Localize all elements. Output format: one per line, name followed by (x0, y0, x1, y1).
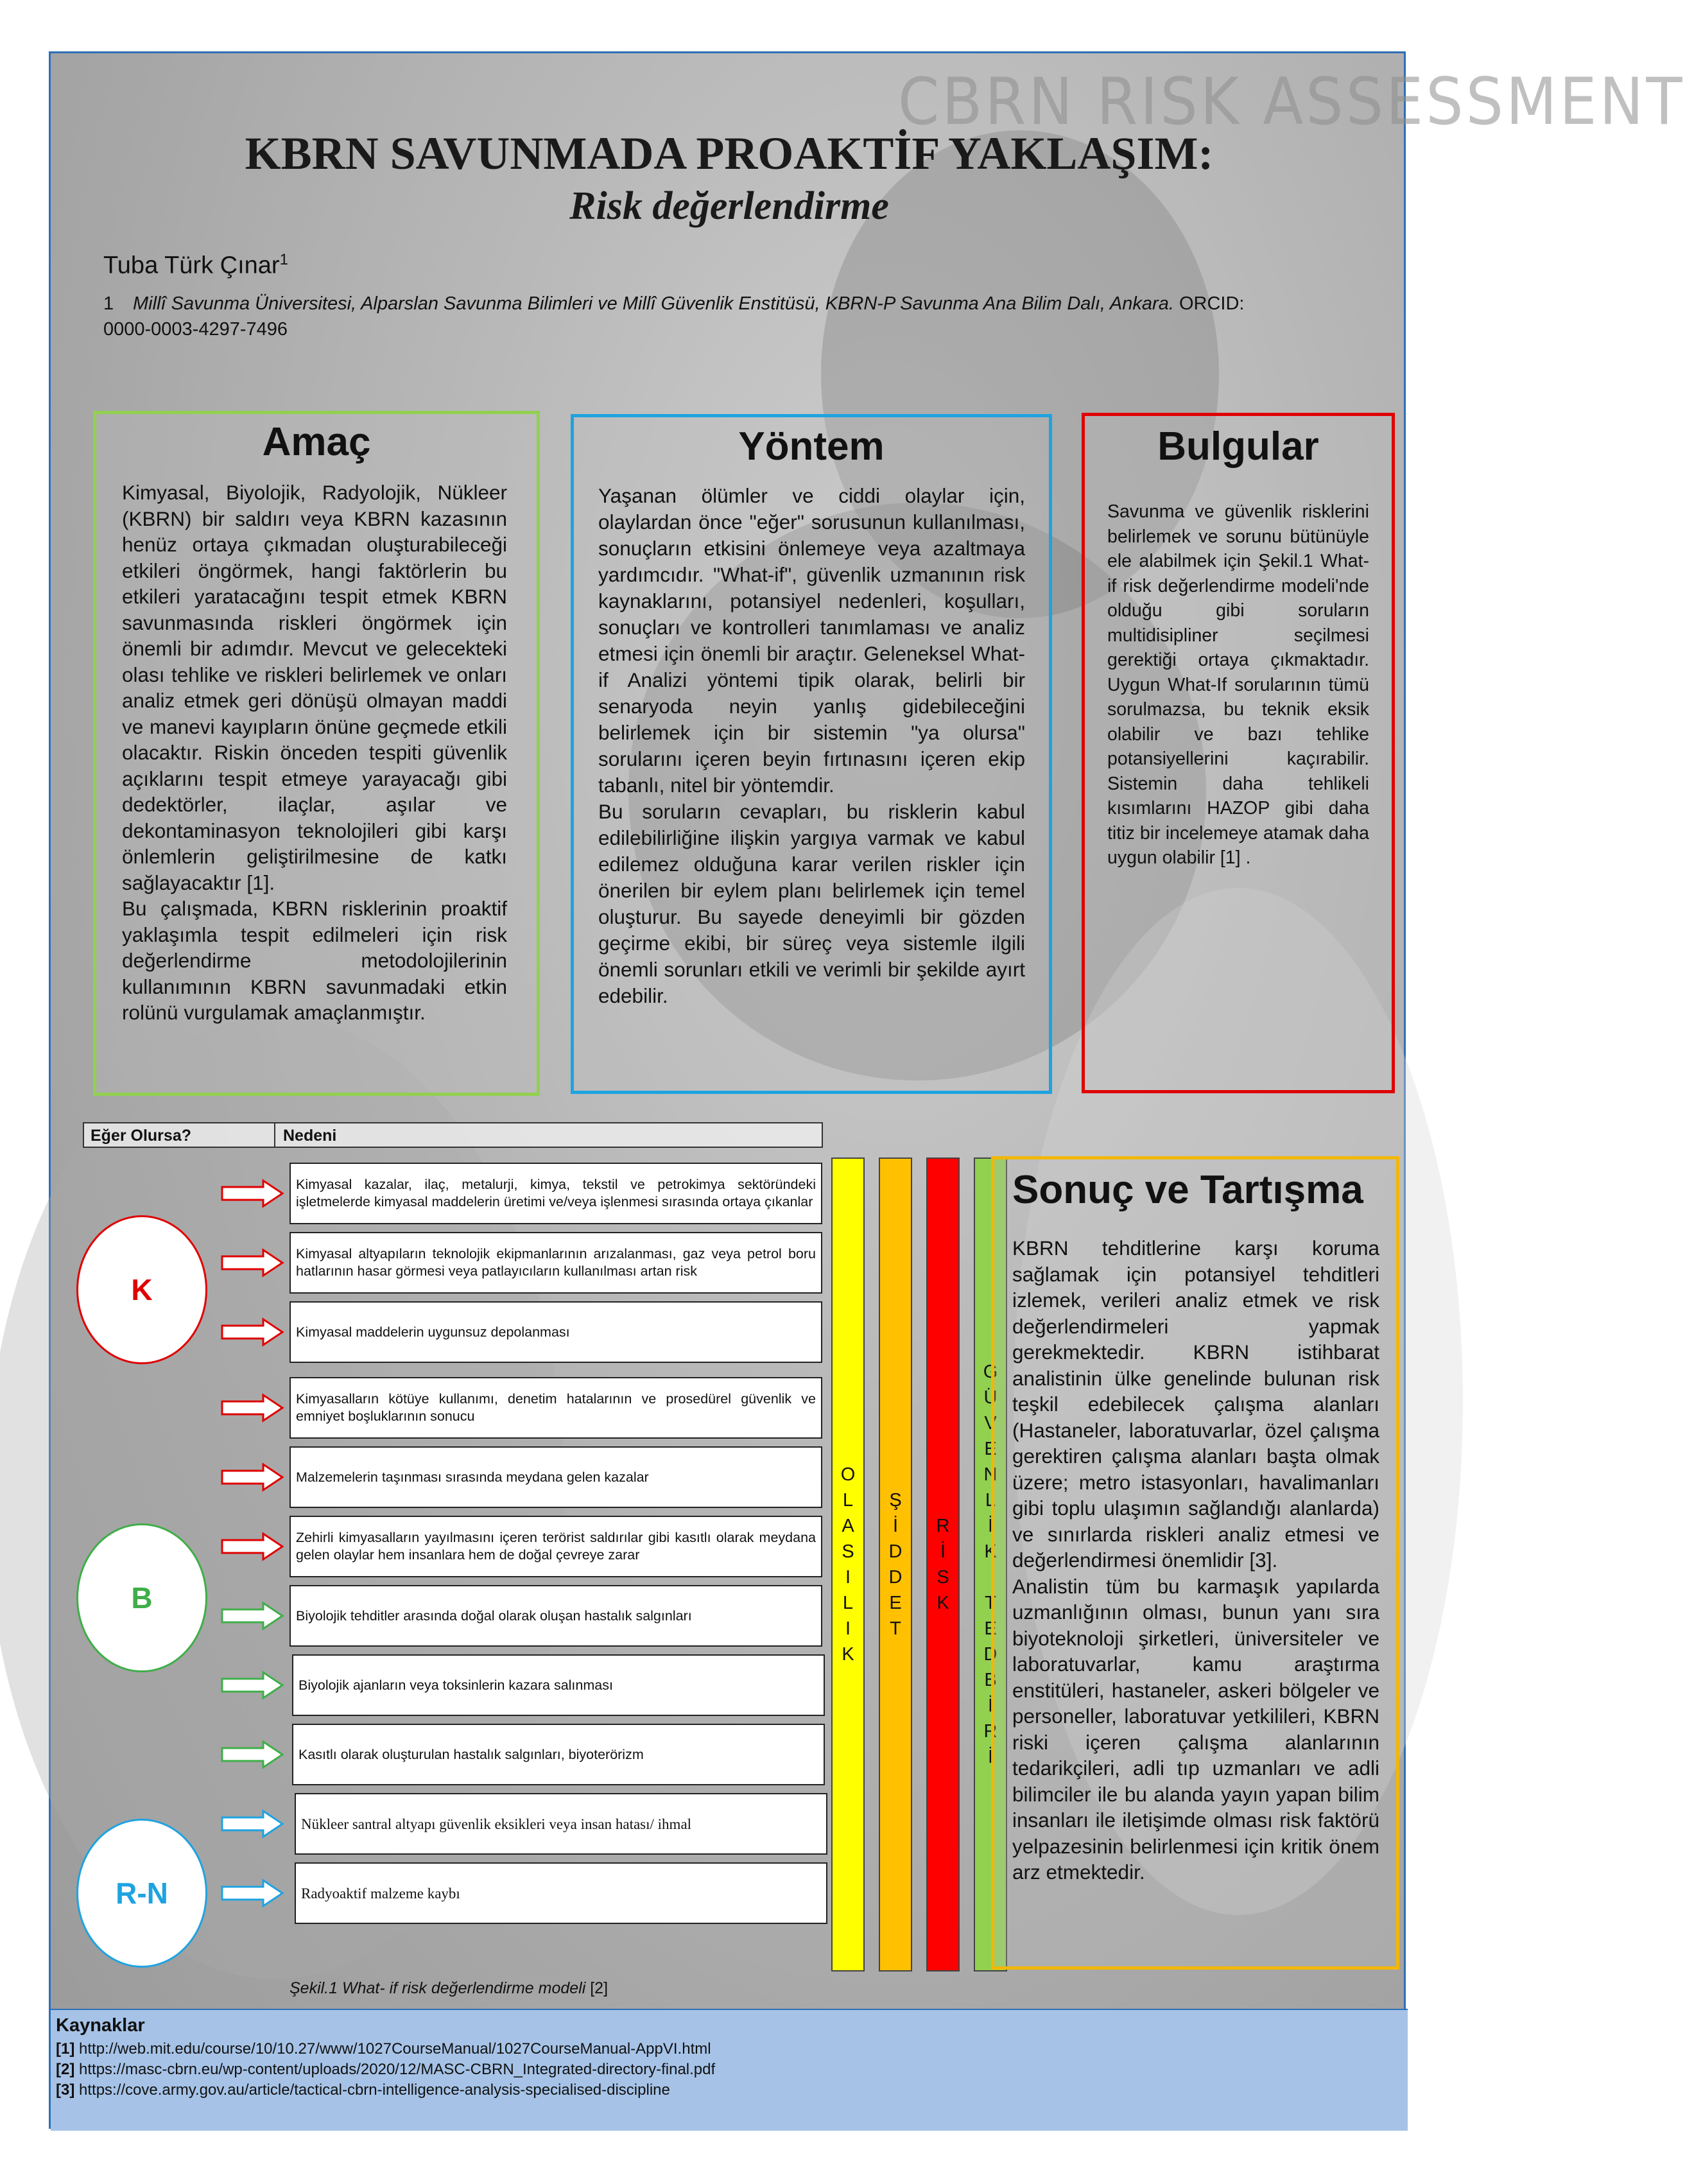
cause-box (289, 1446, 822, 1508)
reference-item (56, 2059, 1403, 2080)
cause-text: Biyolojik tehditler arasında doğal olarak oluşan hastalık salgınları (296, 1608, 692, 1624)
bar-letter: İ (987, 1516, 994, 1536)
amac-heading: Amaç (262, 420, 371, 464)
bar-letter: K (984, 1541, 997, 1562)
risk-factor-bar (926, 1157, 960, 1972)
bar-letter: K (842, 1644, 854, 1665)
arrow-right-icon (221, 1740, 284, 1769)
figure-caption-title: Şekil.1 What- if risk değerlendirme modeli (289, 1979, 586, 1997)
arrow-right-icon (221, 1602, 284, 1630)
cause-text: Kimyasalların kötüye kullanımı, denetim hatalarının ve prosedürel güvenlik ve emniyet boşluklarının sonucu (296, 1391, 816, 1424)
bar-letter: Ş (889, 1490, 902, 1511)
bar-letter: L (842, 1490, 854, 1511)
cause-text: Radyoaktif malzeme kaybı (301, 1885, 460, 1902)
bar-letter: T (985, 1593, 996, 1613)
reference-item (56, 2039, 1403, 2059)
cause-box (292, 1654, 825, 1716)
cause-text: Malzemelerin taşınması sırasında meydana gelen kazalar (296, 1469, 649, 1485)
figure-caption-ref: [2] (585, 1979, 609, 1997)
arrow-right-icon (221, 1249, 284, 1277)
bulgular-heading: Bulgular (1157, 424, 1319, 469)
circle-b (76, 1523, 207, 1672)
cause-box (289, 1301, 822, 1363)
affiliation-institution: Millî Savunma Üniversitesi, Alparslan Savunma Bilimleri ve Millî Güvenlik Enstitüsü, KBRN-P Savunma Ana Bilim Dalı, Ankara. (133, 293, 1174, 314)
reference-link[interactable]: https://masc-cbrn.eu/wp-content/uploads/2020/12/MASC-CBRN_Integrated-directory-final.pdf (74, 2061, 716, 2078)
reference-link[interactable]: https://cove.army.gov.au/article/tactical-cbrn-intelligence-analysis-specialised-discipline (74, 2081, 670, 2099)
poster-subtitle: Risk değerlendirme (569, 184, 889, 228)
circle-rn (76, 1819, 207, 1968)
bar-letter: E (889, 1593, 902, 1613)
reference-item (56, 2080, 1403, 2101)
sonuc-heading: Sonuç ve Tartışma (1012, 1168, 1363, 1212)
reference-link[interactable]: http://web.mit.edu/course/10/10.27/www/1027CourseManual/1027CourseManual-AppVI.html (74, 2040, 711, 2058)
circle-k-label: K (131, 1273, 153, 1306)
bar-letter: D (888, 1567, 903, 1588)
cause-box (289, 1377, 822, 1439)
bar-letter: V (984, 1413, 997, 1434)
references-heading: Kaynaklar (56, 2015, 145, 2036)
risk-factor-bar (831, 1157, 865, 1972)
cause-text: Kimyasal altyapıların teknolojik ekipmanlarının arızalanması, gaz veya petrol boru hatlarının hasar görmesi veya patlayıcıların kullanılması artan risk (296, 1246, 816, 1279)
bar-letter: D (983, 1644, 998, 1665)
amac-text (122, 480, 507, 1026)
arrow-right-icon (221, 1810, 284, 1838)
poster (49, 51, 1685, 2129)
bar-letter: B (984, 1670, 997, 1690)
bar-letter: T (890, 1618, 901, 1639)
bar-letter: E (984, 1618, 997, 1639)
poster-title: KBRN SAVUNMADA PROAKTİF YAKLAŞIM: (245, 128, 1214, 179)
bar-letter: R (936, 1516, 950, 1536)
bulgular-text (1107, 499, 1369, 871)
bar-letter: S (842, 1541, 854, 1562)
bar-letter: K (937, 1593, 949, 1613)
arrow-right-icon (221, 1532, 284, 1561)
arrow-right-icon (221, 1394, 284, 1422)
cause-text: Kasıtlı olarak oluşturulan hastalık salgınları, biyoterörizm (298, 1746, 644, 1762)
author (103, 251, 288, 280)
arrow-right-icon (221, 1671, 284, 1699)
cause-text: Nükleer santral altyapı güvenlik eksikleri veya insan hatası/ ihmal (301, 1816, 692, 1832)
yontem-heading: Yöntem (738, 424, 885, 469)
yontem-text (598, 483, 1025, 1009)
sonuc-paragraph-1: KBRN tehditlerine karşı koruma sağlamak için potansiyel tehditleri izlemek, verileri analiz etmek ve risk değerlendirmeleri yapmak gerekmektedir. KBRN istihbarat analistinin ülke genelinde bulunan risk teşkil edebilecek çalışma alanları (Hastaneler, laboratuvarlar, özel çalışma gerektiren çalışma alanları başta olmak üzere; metro istasyonları, havalimanları gibi toplu ulaşımın sağlandığı alanlarda) ve sınırlarda riskleri analiz etmesi ve değerlendirmesi önemlidir [3]. (1012, 1236, 1379, 1572)
watermark-text: CBRN RISK ASSESSMENT (898, 64, 1685, 140)
bar-letter: I (845, 1618, 851, 1639)
yontem-section (571, 414, 1052, 1094)
bar-letter: I (845, 1567, 851, 1588)
cause-box (289, 1232, 822, 1294)
figure-caption (289, 1979, 608, 1998)
sonuc-text (1012, 1235, 1379, 1885)
cause-text: Zehirli kimyasalların yayılmasını içeren terörist saldırılar gibi kasıtlı olarak meydana gelen olaylar hem insanlara hem de doğal çevreye zarar (296, 1530, 816, 1563)
circle-k (76, 1215, 207, 1364)
bar-letter: A (842, 1516, 854, 1536)
bar-letter: O (840, 1464, 856, 1485)
arrow-right-icon (221, 1463, 284, 1491)
circle-b-label: B (131, 1581, 153, 1615)
cause-box (292, 1724, 825, 1785)
references-section (51, 2009, 1408, 2131)
column-header-eger-olursa: Eğer Olursa? (91, 1127, 191, 1145)
reference-number: [2] (56, 2061, 75, 2078)
cause-box (295, 1793, 827, 1855)
sonuc-section (991, 1156, 1399, 1970)
author-name: Tuba Türk Çınar (103, 252, 280, 279)
figure-table-header (83, 1122, 823, 1148)
yontem-paragraph-2: Bu soruların cevapları, bu risklerin kabul edilebilirliğine ilişkin yargıya varmak ve kabul edilemez olduğuna karar verilen riskler için önerilen bir eylem planı belirlemek için temel oluşturur. Bu sayede deneyimli bir gözden geçirme ekibi, bir süreç veya sistemle ilgili önemli sorunları etkili ve verimli bir şekilde ayırt edebilir. (598, 800, 1025, 1007)
bar-letter: İ (940, 1541, 946, 1562)
author-sup: 1 (279, 251, 288, 268)
cause-box (289, 1585, 822, 1647)
cause-box (289, 1516, 822, 1577)
bar-letter: İ (987, 1747, 994, 1767)
column-header-nedeni: Nedeni (283, 1127, 337, 1145)
reference-number: [3] (56, 2081, 75, 2099)
amac-paragraph-2: Bu çalışmada, KBRN risklerinin proaktif yaklaşımla tespit edilmeleri için risk değerlendirme metodolojilerinin kullanımının KBRN savunmadaki etkin rolünü vurgulamak amaçlanmıştır. (122, 897, 507, 1024)
bar-letter: İ (987, 1695, 994, 1716)
affiliation (103, 291, 1272, 342)
amac-section (93, 411, 540, 1096)
circle-rn-label: R-N (116, 1876, 168, 1910)
sonuc-paragraph-2: Analistin tüm bu karmaşık yapılarda uzmanlığının olması, bunun yanı sıra biyoteknoloji şirketleri, üniversiteler ve laboratuvarlar, kamu araştırma enstitüleri, hastaneler, askeri bölgeler ve personeller, laboratuvar yetkilileri, KBRN riski içeren çalışma alanlarının tedarikçileri, adli tıp uzmanları ve adli bilimciler ile bu alanda yayın yapan bilim insanları ile iletişimde olması risk faktörü yelpazesinin belirlenmesi için kritik önem arz etmektedir. (1012, 1574, 1379, 1884)
bar-letter: L (985, 1490, 996, 1511)
arrow-right-icon (221, 1879, 284, 1907)
bar-letter: İ (892, 1516, 899, 1536)
cause-box (295, 1862, 827, 1924)
bar-letter: R (983, 1721, 998, 1742)
bar-letter: G (983, 1362, 998, 1382)
affiliation-number: 1 (103, 293, 114, 314)
cause-text: Kimyasal kazalar, ilaç, metalurji, kimya, tekstil ve petrokimya sektöründeki işletmelerde kimyasal maddelerin üretimi ve/veya işlenmesi sırasında ortaya çıkanlar (296, 1177, 816, 1209)
cause-box (289, 1163, 822, 1224)
bar-letter: L (842, 1593, 854, 1613)
bar-letter: N (983, 1464, 998, 1485)
cause-text: Kimyasal maddelerin uygunsuz depolanması (296, 1324, 570, 1340)
bar-letter: Ü (983, 1387, 998, 1408)
affiliation-orcid: ORCID: 0000-0003-4297-7496 (103, 293, 1245, 340)
bar-letter: E (984, 1439, 997, 1459)
arrow-right-icon (221, 1318, 284, 1346)
bulgular-section (1082, 413, 1395, 1093)
arrow-right-icon (221, 1179, 284, 1208)
yontem-paragraph-1: Yaşanan ölümler ve ciddi olaylar için, olaylardan önce "eğer" sorusunun kullanılması, sonuçların etkisini önlemeye veya azaltmaya yardımcıdır. "What-if", güvenlik uzmanının risk kaynaklarını, potansiyel nedenleri, koşulları, sonuçları ve kontrolleri tanımlaması ve analiz etmesi için önemli bir araçtır. Geleneksel What-if Analizi yöntemi tipik olarak, belirli bir senaryoda neyin yanlış gidebileceğini belirlemek için bir sistemin "ya olursa" sorularını içeren beyin fırtınasını içeren ekip tabanlı, nitel bir yöntemdir. (598, 484, 1025, 797)
bar-letter: D (888, 1541, 903, 1562)
bulgular-paragraph: Savunma ve güvenlik risklerini belirlemek ve sorunu bütünüyle ele alabilmek için Şekil.1 What-if risk değerlendirme modeli'nde olduğu gibi soruların multidisipliner seçilmesi gerektiği ortaya çıkmaktadır. Uygun What-If sorularının tümü sorulmazsa, bu teknik eksik olabilir ve bazı tehlike potansiyellerini kaçırabilir. Sistemin daha tehlikeli kısımlarını HAZOP gibi daha titiz bir incelemeye atamak daha uygun olabilir [1] . (1107, 501, 1369, 868)
column-divider (274, 1123, 275, 1147)
risk-factor-bar (879, 1157, 912, 1972)
bar-letter: S (937, 1567, 949, 1588)
cause-text: Biyolojik ajanların veya toksinlerin kazara salınması (298, 1677, 613, 1693)
reference-number: [1] (56, 2040, 75, 2058)
amac-paragraph-1: Kimyasal, Biyolojik, Radyolojik, Nükleer (KBRN) bir saldırı veya KBRN kazasının henüz ortaya çıkmadan oluşturabileceği etkileri öngörmek, hangi faktörlerin bu etkileri yaratacağını tespit etmek KBRN savunmasında riskleri öngörmek için önemli bir adımdır. Mevcut ve gelecekteki olası tehlike ve riskleri belirlemek ve onları analiz etmek geri dönüşü olmayan maddi ve manevi kayıpların önüne geçmede etkili olacaktır. Riskin önceden tespiti güvenlik açıklarını tespit etmeye yarayacağı gibi dedektörler, ilaçlar, aşılar ve dekontaminasyon teknolojileri gibi karşı önlemlerin geliştirilmesine de katkı sağlayacaktır [1]. (122, 481, 507, 894)
